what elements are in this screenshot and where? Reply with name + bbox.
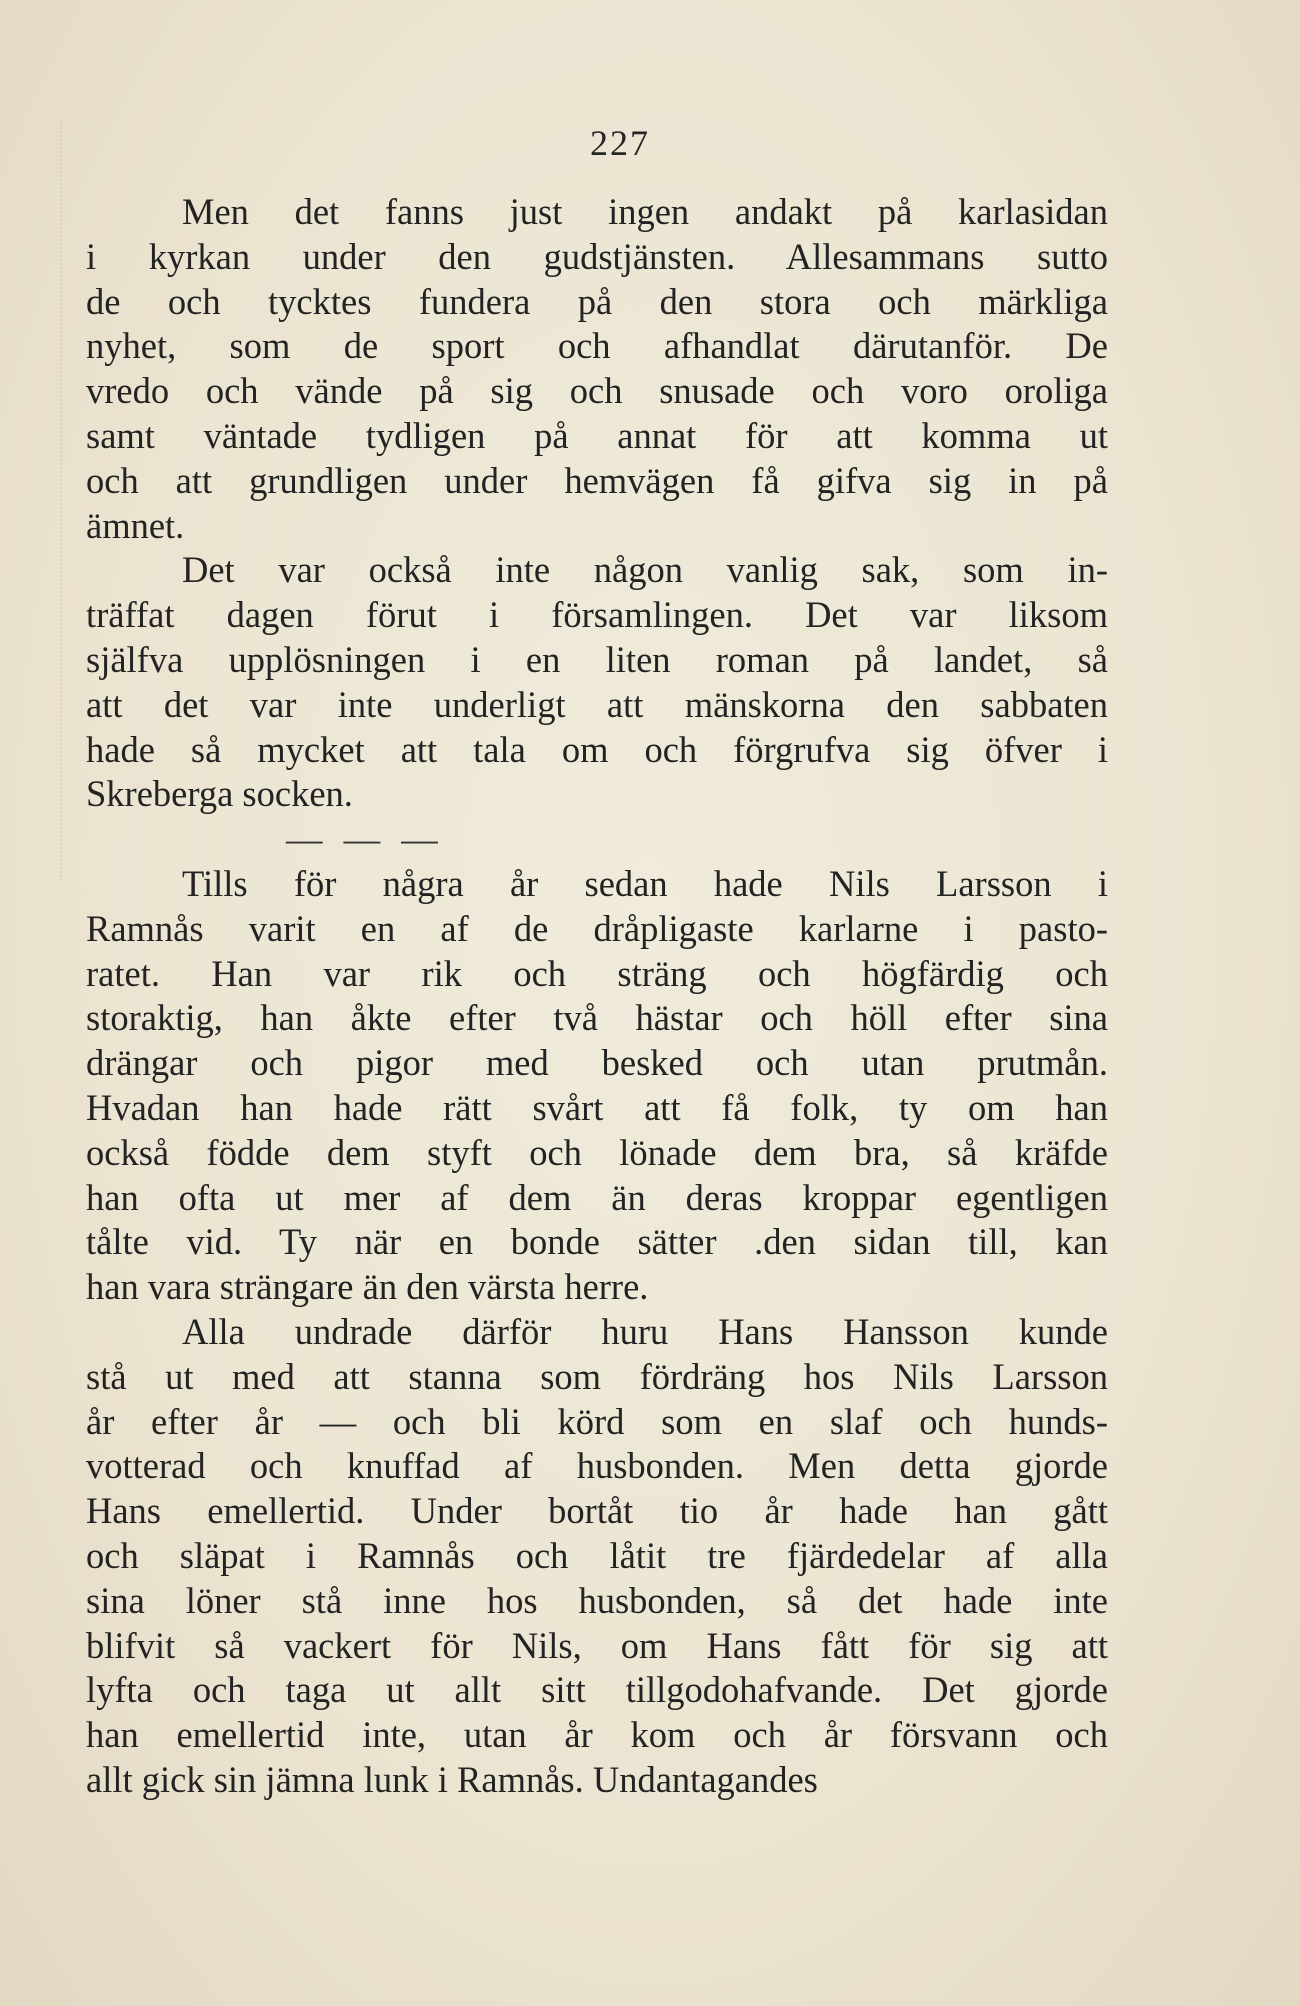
text-line: år efter år — och bli körd som en slaf och hunds- [86, 1400, 1108, 1442]
text-line: han ofta ut mer af dem än deras kroppar egentligen [86, 1176, 1108, 1218]
page-number: 227 [590, 123, 650, 163]
text-line: Men det fanns just ingen andakt på karlasidan [182, 191, 1108, 232]
text-line: och att grundligen under hemvägen få gifva sig in på [86, 459, 1108, 501]
text-line: han emellertid inte, utan år kom och år försvann och [86, 1714, 1108, 1756]
text-line: storaktig, han åkte efter två hästar och höll efter sina [86, 997, 1108, 1039]
text-line: Det var också inte någon vanlig sak, som in- [182, 549, 1108, 591]
text-line: Skreberga socken. [86, 773, 353, 815]
text-line: ratet. Han var rik och sträng och högfärdig och [86, 952, 1108, 994]
text-line: Hans emellertid. Under bortåt tio år hade han gått [86, 1490, 1108, 1532]
text-line: Ramnås varit en af de dråpligaste karlarne i pasto- [86, 907, 1108, 949]
text-line: allt gick sin jämna lunk i Ramnås. Undantagandes [86, 1758, 818, 1800]
text-line: Tills för några år sedan hade Nils Larsson i [182, 862, 1108, 904]
text-line: och släpat i Ramnås och låtit tre fjärdedelar af alla [86, 1534, 1108, 1576]
text-line: samt väntade tydligen på annat för att komma ut [86, 414, 1108, 456]
page-margin-shadow [60, 120, 76, 880]
text-line: ämnet. [86, 504, 185, 546]
text-line: själfva upplösningen i en liten roman på landet, så [86, 638, 1108, 680]
text-line: lyfta och taga ut allt sitt tillgodohafvande. Det gjorde [86, 1669, 1108, 1711]
text-line: blifvit så vackert för Nils, om Hans fått för sig att [86, 1624, 1108, 1666]
text-line: votterad och knuffad af husbonden. Men detta gjorde [86, 1445, 1108, 1487]
text-line: sina löner stå inne hos husbonden, så det hade inte [86, 1579, 1108, 1621]
text-line: hade så mycket att tala om och förgrufva sig öfver i [86, 728, 1108, 770]
text-line: träffat dagen förut i församlingen. Det var liksom [86, 594, 1108, 636]
text-line: Hvadan han hade rätt svårt att få folk, ty om han [86, 1086, 1108, 1128]
text-line: i kyrkan under den gudstjänsten. Allesammans sutto [86, 235, 1108, 277]
text-line: också födde dem styft och lönade dem bra, så kräfde [86, 1131, 1108, 1173]
text-line: han vara strängare än den värsta herre. [86, 1266, 649, 1308]
text-line: de och tycktes fundera på den stora och märkliga [86, 280, 1108, 322]
text-line: att det var inte underligt att mänskorna den sabbaten [86, 683, 1108, 725]
text-line: drängar och pigor med besked och utan prutmån. [86, 1042, 1108, 1084]
section-separator: — — — [286, 818, 444, 860]
text-line: tålte vid. Ty när en bonde sätter .den sidan till, kan [86, 1221, 1108, 1263]
text-line: stå ut med att stanna som fördräng hos Nils Larsson [86, 1355, 1108, 1397]
text-line: nyhet, som de sport och afhandlat därutanför. De [86, 325, 1108, 367]
text-line: Alla undrade därför huru Hans Hansson kunde [182, 1310, 1108, 1352]
text-line: vredo och vände på sig och snusade och voro oroliga [86, 370, 1108, 412]
body-text [86, 190, 1108, 1803]
